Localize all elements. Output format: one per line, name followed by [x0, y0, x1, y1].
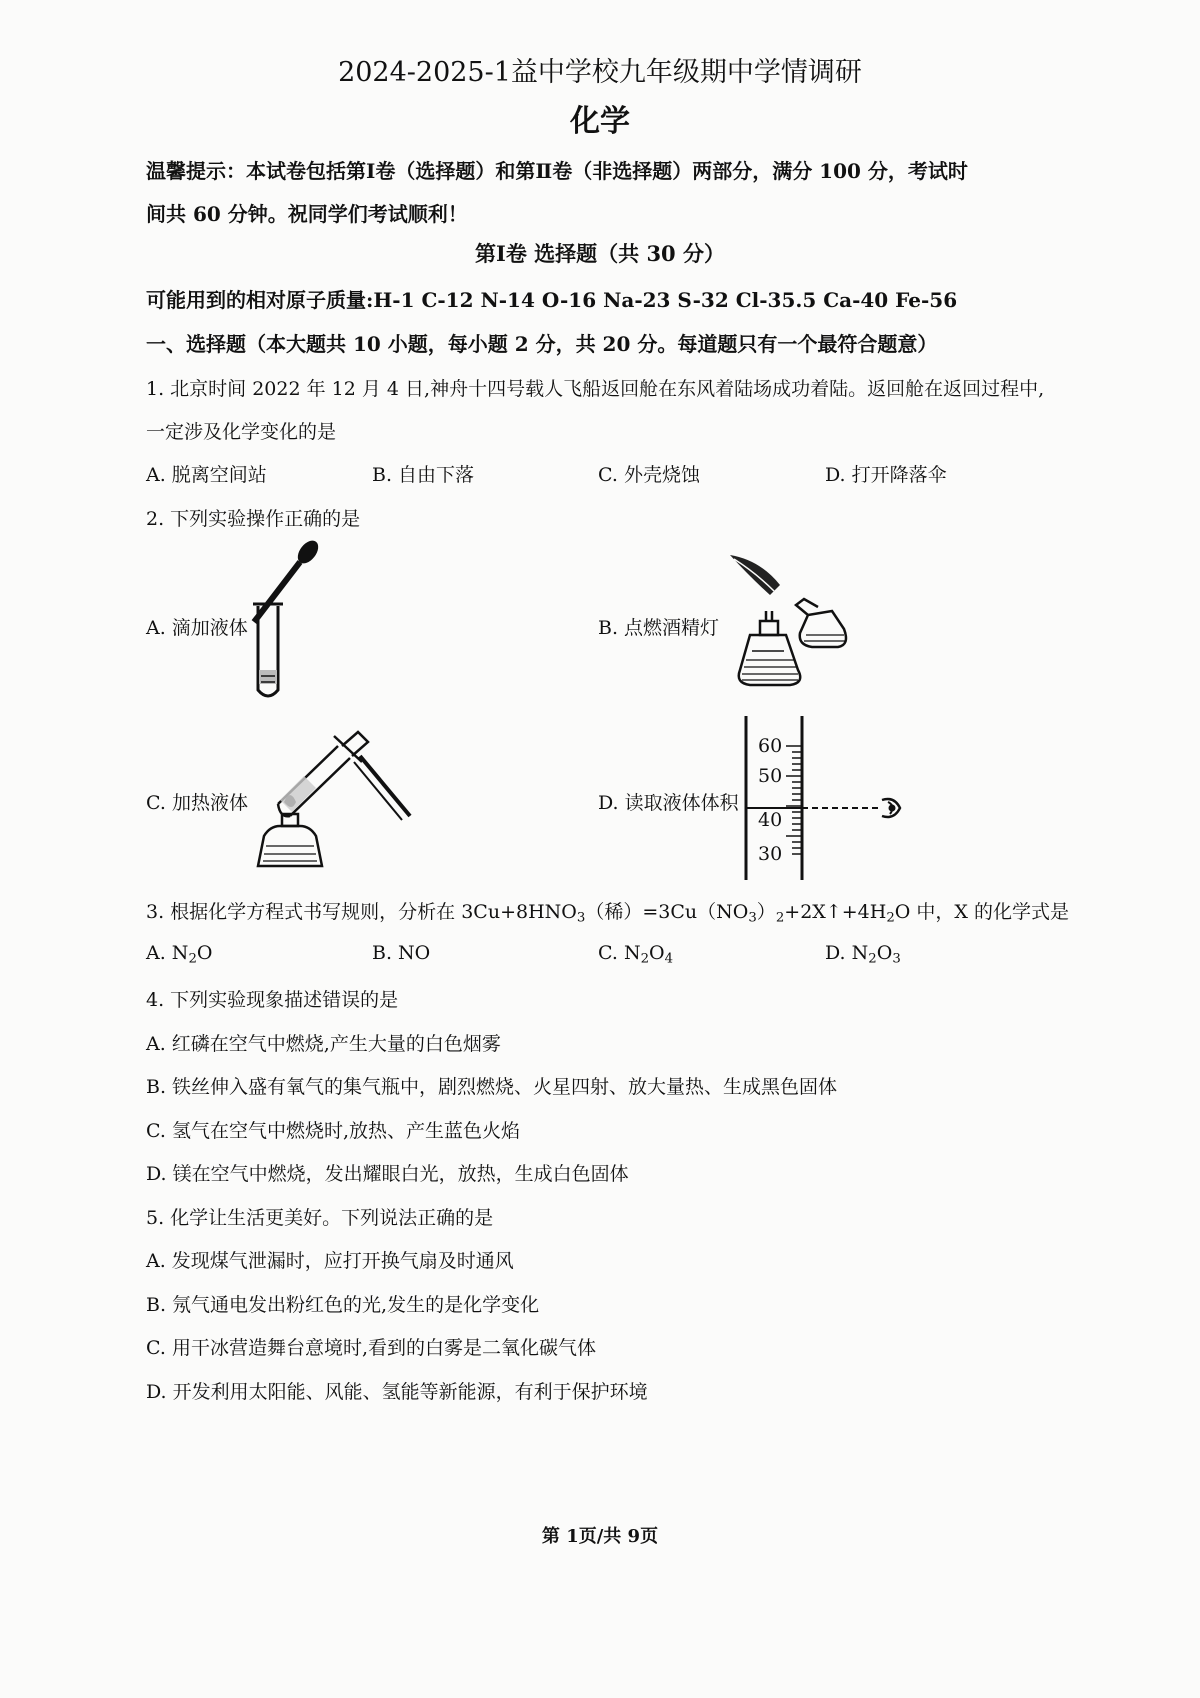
- notice-line-1: 温馨提示：本试卷包括第Ⅰ卷（选择题）和第Ⅱ卷（非选择题）两部分，满分 100 分，考试时: [146, 159, 968, 183]
- q1-stem-line-2: 一定涉及化学变化的是: [146, 421, 337, 443]
- section1-heading: 一、选择题（本大题共 10 小题，每小题 2 分，共 20 分。每道题只有一个最符合题意）: [146, 332, 938, 356]
- cylinder-label-30: 30: [758, 843, 783, 865]
- q1-option-d: D. 打开降落伞: [825, 464, 947, 486]
- q3-option-a-text: A. N: [146, 942, 189, 964]
- q4-option-b: B. 铁丝伸入盛有氧气的集气瓶中，剧烈燃烧、火星四射、放大量热、生成黑色固体: [146, 1076, 838, 1098]
- q3-option-b-text: B. NO: [372, 942, 431, 964]
- notice-line-2: 间共 60 分钟。祝同学们考试顺利！: [146, 202, 468, 226]
- heating-liquid-figure: [250, 716, 420, 876]
- q3-sub-3: 3: [576, 910, 586, 926]
- q4-option-d: D. 镁在空气中燃烧，发出耀眼白光，放热，生成白色固体: [146, 1163, 629, 1185]
- q3-stem-part-a: 3. 根据化学方程式书写规则，分析在 3Cu+8HNO: [146, 901, 577, 923]
- q3-option-b: [372, 942, 430, 964]
- alcohol-lamp-lighting-figure: [720, 555, 860, 695]
- q2-option-c: C. 加热液体: [146, 792, 248, 814]
- q3-sub-2b: 2: [886, 910, 895, 926]
- q3-stem-part-c: ）: [756, 901, 776, 923]
- q1-stem-line-1: 1. 北京时间 2022 年 12 月 4 日,神舟十四号载人飞船返回舱在东风着陆场成功着陆。返回舱在返回过程中,: [146, 378, 1045, 400]
- q3-sub-2: 2: [775, 910, 785, 926]
- q3-sub-3b: 3: [748, 910, 757, 926]
- q3-option-d-tail: O: [876, 942, 893, 964]
- q5-option-d: D. 开发利用太阳能、风能、氢能等新能源，有利于保护环境: [146, 1381, 648, 1403]
- q5-option-a: A. 发现煤气泄漏时，应打开换气扇及时通风: [146, 1250, 514, 1272]
- q3-option-d-sub: 2: [868, 951, 877, 967]
- q3-option-d: [825, 942, 901, 967]
- q3-option-c-text: C. N: [598, 942, 641, 964]
- q3-option-c-sub2: 4: [664, 951, 674, 967]
- q3-stem: [146, 897, 1069, 924]
- q1-option-b: B. 自由下落: [372, 464, 475, 486]
- subject-title: 化学: [570, 104, 630, 139]
- q3-option-a-sub: 2: [188, 951, 197, 967]
- q3-option-c: [598, 942, 674, 967]
- q3-stem-part-b: （稀）=3Cu（NO: [585, 901, 749, 923]
- atomic-mass-line: 可能用到的相对原子质量:H-1 C-12 N-14 O-16 Na-23 S-32 Cl-35.5 Ca-40 Fe-56: [146, 288, 958, 312]
- q4-option-a: A. 红磷在空气中燃烧,产生大量的白色烟雾: [146, 1033, 501, 1055]
- q5-option-b: B. 氖气通电发出粉红色的光,发生的是化学变化: [146, 1294, 540, 1316]
- q4-stem: 4. 下列实验现象描述错误的是: [146, 989, 399, 1011]
- cylinder-label-50: 50: [758, 765, 783, 787]
- q3-stem-part-d: +2X↑+4H: [784, 901, 887, 923]
- q3-option-a: [146, 942, 213, 967]
- cylinder-label-40: 40: [758, 809, 783, 831]
- q3-option-a-tail: O: [196, 942, 213, 964]
- q5-option-c: C. 用干冰营造舞台意境时,看到的白雾是二氧化碳气体: [146, 1337, 596, 1359]
- q2-option-d: D. 读取液体体积: [598, 792, 739, 814]
- q3-option-c-sub: 2: [640, 951, 650, 967]
- graduated-cylinder-figure: [740, 716, 920, 881]
- page-number: 第 1页/共 9页: [541, 1526, 659, 1547]
- cylinder-label-60: 60: [758, 735, 783, 757]
- q3-option-d-sub2: 3: [892, 951, 901, 967]
- exam-title: 2024-2025-1益中学校九年级期中学情调研: [338, 57, 862, 88]
- q3-option-c-tail: O: [649, 942, 665, 964]
- q2-stem: 2. 下列实验操作正确的是: [146, 508, 361, 530]
- dropper-test-tube-figure: [240, 540, 340, 700]
- q2-option-a: A. 滴加液体: [146, 617, 248, 639]
- q4-option-c: C. 氢气在空气中燃烧时,放热、产生蓝色火焰: [146, 1120, 520, 1142]
- q1-option-a: A. 脱离空间站: [146, 464, 267, 486]
- q3-option-d-text: D. N: [825, 942, 869, 964]
- q5-stem: 5. 化学让生活更美好。下列说法正确的是: [146, 1207, 494, 1229]
- q2-option-b: B. 点燃酒精灯: [598, 617, 720, 639]
- q1-option-c: C. 外壳烧蚀: [598, 464, 700, 486]
- part1-title: 第Ⅰ卷 选择题（共 30 分）: [475, 241, 725, 266]
- q3-stem-part-e: O 中，X 的化学式是: [894, 901, 1069, 923]
